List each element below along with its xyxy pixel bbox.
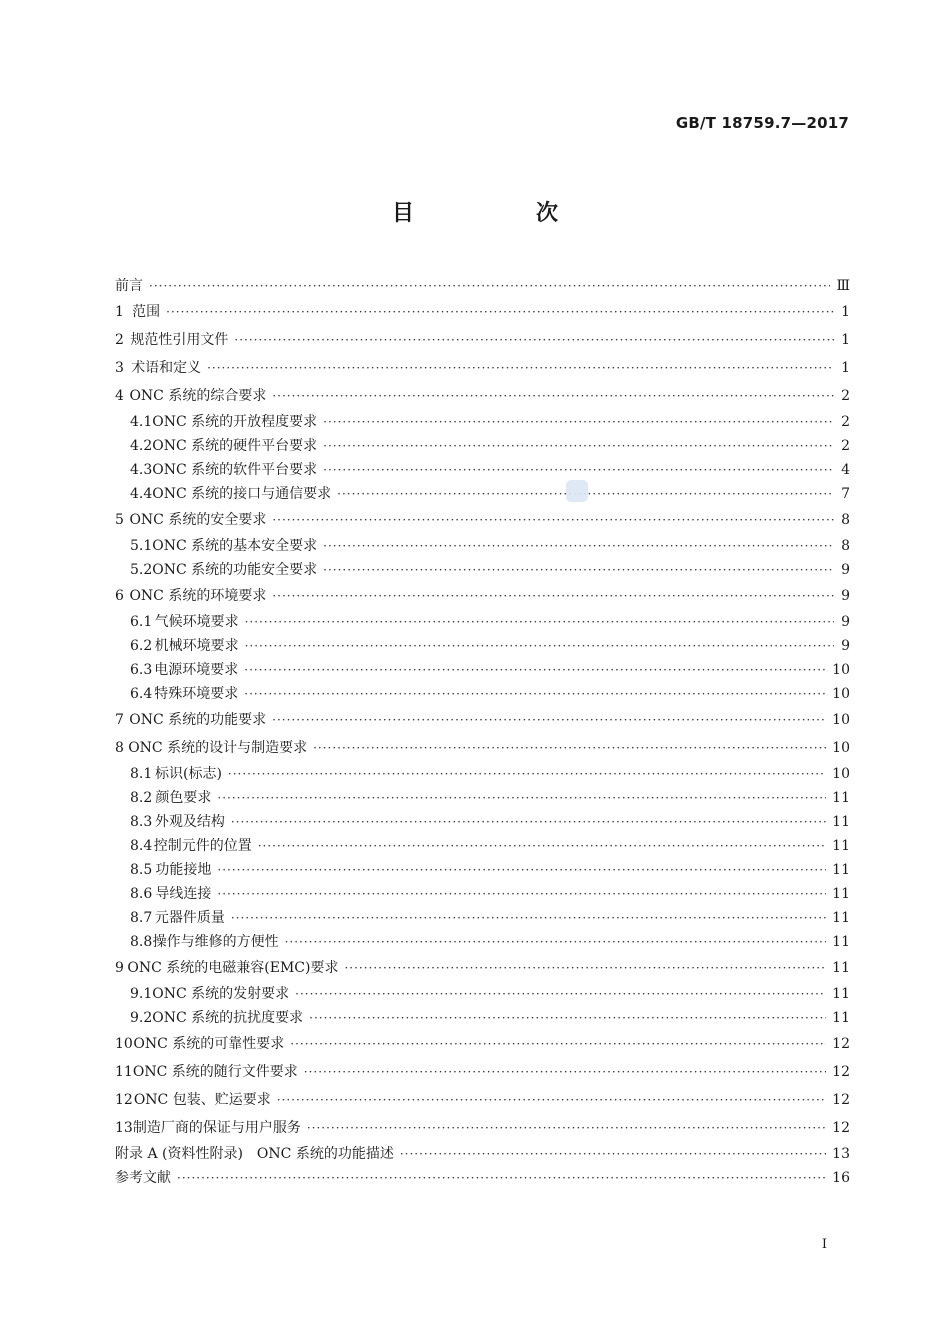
toc-entry-label: 附录 A (资料性附录) ONC 系统的功能描述	[115, 1146, 394, 1162]
toc-entry[interactable]	[115, 1006, 850, 1030]
toc-entry[interactable]	[115, 558, 850, 582]
toc-entry-page: 11	[832, 1010, 850, 1026]
toc-entry[interactable]	[115, 634, 850, 658]
toc-entry-label: ONC 系统的接口与通信要求	[152, 486, 332, 502]
toc-leader-dots	[309, 1006, 826, 1030]
toc-leader-dots	[272, 506, 834, 534]
toc-entry-label: 功能接地	[155, 862, 212, 878]
toc-entry-page: 12	[832, 1064, 850, 1080]
toc-entry-page: 11	[832, 934, 850, 950]
toc-entry[interactable]	[115, 1166, 850, 1190]
toc-entry-page: 16	[832, 1170, 850, 1186]
toc-entry-page: 12	[832, 1120, 850, 1136]
toc-entry-label: 导线连接	[155, 886, 212, 902]
toc-leader-dots	[313, 734, 826, 762]
watermark-logo	[566, 480, 588, 502]
toc-entry[interactable]	[115, 1142, 850, 1166]
toc-entry-number: 4.1	[130, 414, 153, 430]
toc-entry-number: 8.7	[130, 910, 153, 926]
toc-entry[interactable]	[115, 810, 850, 834]
toc-entry-number: 8.5	[130, 862, 153, 878]
toc-entry-page: 8	[841, 512, 850, 528]
toc-entry-label: 电源环境要求	[154, 662, 239, 678]
toc-entry-number: 10	[115, 1036, 133, 1052]
toc-entry-number: 5.1	[130, 538, 153, 554]
toc-entry[interactable]	[115, 506, 850, 534]
toc-entry-number: 8.2	[130, 790, 153, 806]
toc-entry-number: 6.4	[130, 686, 153, 702]
toc-entry-page: 11	[832, 862, 850, 878]
toc-leader-dots	[323, 458, 834, 482]
toc-entry-label: ONC 系统的电磁兼容(EMC)要求	[127, 960, 339, 976]
toc-leader-dots	[272, 582, 834, 610]
toc-entry-label: 制造厂商的保证与用户服务	[132, 1120, 301, 1136]
toc-entry-number: 4.2	[130, 438, 153, 454]
toc-leader-dots	[304, 1058, 826, 1086]
toc-leader-dots	[307, 1114, 826, 1142]
toc-entry-page: 10	[832, 766, 850, 782]
toc-entry[interactable]	[115, 1030, 850, 1058]
toc-entry[interactable]	[115, 786, 850, 810]
toc-entry-label: ONC 系统的环境要求	[129, 588, 267, 604]
toc-entry-number: 6	[115, 588, 124, 604]
toc-entry-label: ONC 系统的基本安全要求	[152, 538, 318, 554]
toc-entry-number: 8.8	[130, 934, 153, 950]
toc-entry-page: 10	[832, 740, 850, 756]
toc-entry-label: 元器件质量	[154, 910, 225, 926]
toc-entry[interactable]	[115, 382, 850, 410]
toc-entry-label: ONC 包装、贮运要求	[133, 1092, 271, 1108]
toc-entry-page: 12	[832, 1092, 850, 1108]
toc-entry-number: 4.4	[130, 486, 153, 502]
toc-entry[interactable]	[115, 354, 850, 382]
toc-entry-page: 11	[832, 886, 850, 902]
toc-entry-label: 颜色要求	[155, 790, 212, 806]
toc-entry-number: 7	[115, 712, 124, 728]
toc-entry[interactable]	[115, 482, 850, 506]
toc-entry-page: 11	[832, 838, 850, 854]
toc-leader-dots	[149, 274, 830, 298]
toc-entry[interactable]	[115, 906, 850, 930]
toc-entry[interactable]	[115, 954, 850, 982]
toc-entry-number: 5.2	[130, 562, 153, 578]
toc-entry[interactable]	[115, 1114, 850, 1142]
toc-entry-label: 前言	[115, 278, 143, 294]
toc-entry-label: 控制元件的位置	[153, 838, 252, 854]
toc-entry-label: 范围	[132, 304, 161, 320]
toc-entry[interactable]	[115, 734, 850, 762]
toc-entry-label: 参考文献	[115, 1170, 171, 1186]
toc-entry-page: 11	[832, 910, 850, 926]
toc-entry-number: 6.2	[130, 638, 153, 654]
toc-entry[interactable]	[115, 834, 850, 858]
toc-leader-dots	[277, 1086, 826, 1114]
toc-leader-dots	[400, 1142, 826, 1166]
toc-leader-dots	[344, 954, 826, 982]
toc-entry-number: 4.3	[130, 462, 153, 478]
toc-entry[interactable]	[115, 1086, 850, 1114]
toc-entry-label: ONC 系统的综合要求	[129, 388, 267, 404]
toc-entry-page: 9	[841, 562, 850, 578]
page-folio: Ⅰ	[821, 1237, 827, 1252]
toc-entry-page: 9	[841, 614, 850, 630]
toc-entry-page: 2	[841, 438, 850, 454]
toc-leader-dots	[217, 882, 826, 906]
toc-entry-number: 9.1	[130, 986, 153, 1002]
toc-entry-page: 9	[841, 638, 850, 654]
toc-entry-page: 13	[832, 1146, 850, 1162]
toc-leader-dots	[323, 534, 834, 558]
toc-entry[interactable]	[115, 982, 850, 1006]
toc-entry-label: 操作与维修的方便性	[152, 934, 279, 950]
toc-entry[interactable]	[115, 882, 850, 906]
toc-entry-label: 标识(标志)	[154, 766, 222, 782]
toc-leader-dots	[323, 558, 834, 582]
toc-entry-number: 11	[115, 1064, 133, 1080]
toc-entry-number: 9.2	[130, 1010, 153, 1026]
toc-leader-dots	[228, 762, 826, 786]
toc-entry-label: ONC 系统的设计与制造要求	[128, 740, 308, 756]
toc-entry[interactable]	[115, 582, 850, 610]
toc-leader-dots	[177, 1166, 826, 1190]
toc-leader-dots	[285, 930, 827, 954]
toc-leader-dots	[166, 298, 834, 326]
toc-entry[interactable]	[115, 534, 850, 558]
toc-entry[interactable]	[115, 658, 850, 682]
toc-entry-page: 4	[841, 462, 850, 478]
toc-entry-page: 11	[832, 986, 850, 1002]
toc-entry-number: 8.1	[130, 766, 153, 782]
toc-entry-page: 7	[841, 486, 850, 502]
toc-entry[interactable]	[115, 610, 850, 634]
toc-leader-dots	[231, 810, 826, 834]
toc-entry-label: ONC 系统的可靠性要求	[133, 1036, 285, 1052]
toc-entry-label: ONC 系统的软件平台要求	[152, 462, 318, 478]
toc-entry-number: 4	[115, 388, 124, 404]
toc-entry-label: ONC 系统的开放程度要求	[152, 414, 318, 430]
toc-entry-label: 机械环境要求	[154, 638, 239, 654]
toc-entry-page: 1	[841, 360, 850, 376]
toc-leader-dots	[217, 858, 826, 882]
toc-leader-dots	[207, 354, 834, 382]
toc-entry[interactable]	[115, 762, 850, 786]
toc-entry-label: ONC 系统的抗扰度要求	[152, 1010, 304, 1026]
toc-leader-dots	[258, 834, 826, 858]
toc-entry[interactable]	[115, 930, 850, 954]
toc-entry-page: 9	[841, 588, 850, 604]
toc-leader-dots	[323, 410, 834, 434]
toc-entry-label: ONC 系统的发射要求	[152, 986, 290, 1002]
toc-entry[interactable]	[115, 682, 850, 706]
toc-entry-page: 1	[841, 304, 850, 320]
toc-leader-dots	[245, 610, 834, 634]
toc-entry[interactable]	[115, 326, 850, 354]
toc-entry-number: 8.3	[130, 814, 153, 830]
toc-entry-label: ONC 系统的硬件平台要求	[152, 438, 318, 454]
toc-entry-page: 12	[832, 1036, 850, 1052]
toc-leader-dots	[245, 634, 834, 658]
toc-entry-page: 10	[832, 712, 850, 728]
toc-leader-dots	[290, 1030, 826, 1058]
toc-entry-number: 12	[115, 1092, 133, 1108]
toc-entry-page: 11	[832, 790, 850, 806]
standard-number: GB/T 18759.7—2017	[675, 114, 849, 132]
toc-entry[interactable]	[115, 458, 850, 482]
toc-entry[interactable]	[115, 706, 850, 734]
toc-entry-number: 6.1	[130, 614, 153, 630]
toc-entry[interactable]	[115, 858, 850, 882]
toc-entry-page: 8	[841, 538, 850, 554]
toc-entry-number: 9	[115, 960, 124, 976]
toc-entry-label: 特殊环境要求	[154, 686, 239, 702]
toc-entry-number: 3	[115, 360, 124, 376]
toc-leader-dots	[272, 706, 826, 734]
toc-entry-page: 10	[832, 686, 850, 702]
toc-entry-page: 10	[832, 662, 850, 678]
toc-leader-dots	[244, 658, 826, 682]
toc-entry-label: 气候环境要求	[154, 614, 239, 630]
toc-leader-dots	[323, 434, 834, 458]
toc-entry-number: 6.3	[130, 662, 153, 678]
toc-entry[interactable]	[115, 434, 850, 458]
table-of-contents	[115, 274, 850, 1190]
toc-entry-page: 11	[832, 960, 850, 976]
page-title: 目 次	[391, 201, 608, 226]
toc-entry[interactable]	[115, 274, 850, 298]
toc-entry-number: 2	[115, 332, 124, 348]
toc-leader-dots	[231, 906, 826, 930]
toc-entry-label: ONC 系统的功能安全要求	[152, 562, 318, 578]
toc-entry[interactable]	[115, 1058, 850, 1086]
toc-leader-dots	[234, 326, 834, 354]
toc-entry-label: 规范性引用文件	[130, 332, 229, 348]
toc-entry-label: ONC 系统的安全要求	[129, 512, 267, 528]
toc-entry-page: 1	[841, 332, 850, 348]
toc-entry-number: 5	[115, 512, 124, 528]
toc-leader-dots	[272, 382, 834, 410]
toc-entry[interactable]	[115, 410, 850, 434]
toc-leader-dots	[244, 682, 826, 706]
toc-leader-dots	[295, 982, 826, 1006]
toc-entry-number: 8.4	[130, 838, 153, 854]
toc-entry-label: ONC 系统的随行文件要求	[132, 1064, 298, 1080]
toc-entry-number: 8	[115, 740, 124, 756]
toc-entry-label: ONC 系统的功能要求	[129, 712, 267, 728]
toc-entry-page: 2	[841, 388, 850, 404]
toc-leader-dots	[217, 786, 826, 810]
toc-entry-label: 术语和定义	[131, 360, 202, 376]
toc-entry-page: 11	[832, 814, 850, 830]
toc-entry-number: 8.6	[130, 886, 153, 902]
toc-entry-label: 外观及结构	[154, 814, 225, 830]
toc-entry-page: 2	[841, 414, 850, 430]
toc-entry-page: Ⅲ	[836, 278, 850, 294]
toc-entry[interactable]	[115, 298, 850, 326]
toc-entry-number: 1	[115, 304, 124, 320]
toc-entry-number: 13	[115, 1120, 133, 1136]
